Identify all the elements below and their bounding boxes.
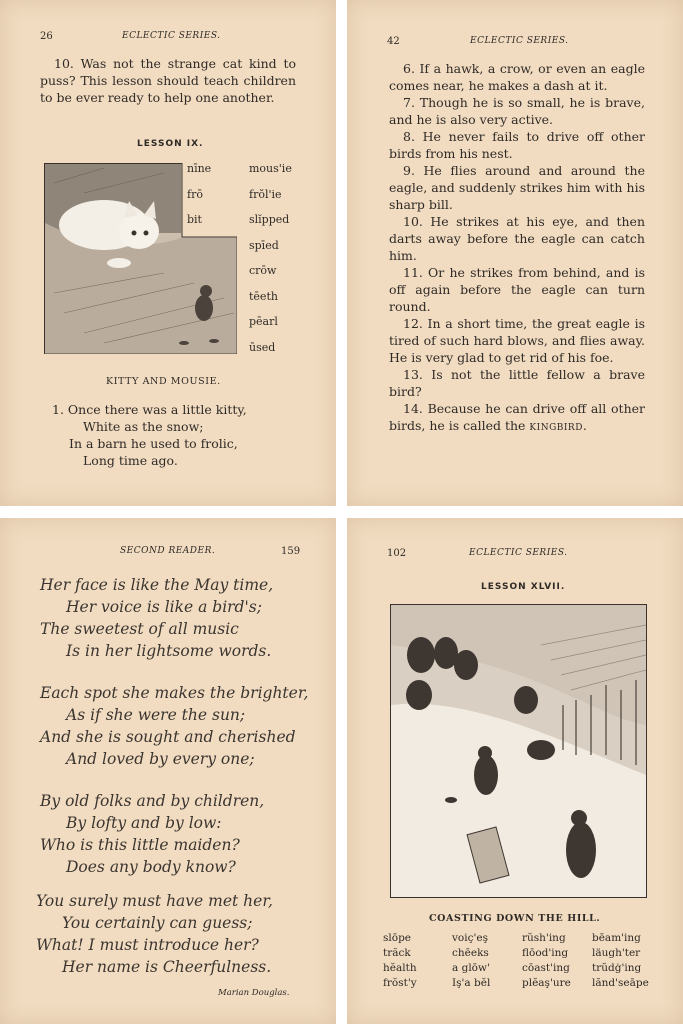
vocab-word: a glōw' <box>452 962 490 974</box>
kingbird-word: kingbird. <box>529 418 588 433</box>
script-line: Her voice is like a bird's; <box>66 598 262 616</box>
vocab-word: voiç'eş <box>452 932 488 944</box>
vocab-word: trăck <box>383 947 411 959</box>
poem <box>52 401 247 469</box>
word: spīed <box>249 238 279 252</box>
stanza-2 <box>40 682 308 770</box>
word: bit <box>187 213 202 226</box>
script-line: By lofty and by low: <box>66 814 222 832</box>
script-line: What! I must introduce her? <box>36 936 259 954</box>
page-number: 42 <box>387 36 400 47</box>
script-line: And she is sought and cherished <box>40 728 296 746</box>
vocab-word: flōod'ing <box>522 947 569 959</box>
spelling-words-col2 <box>249 156 292 360</box>
vocab-word: plĕaş'ure <box>522 977 571 989</box>
vocab-word: Iş'a bĕl <box>452 977 491 989</box>
story-title: KITTY AND MOUSIE. <box>106 376 221 387</box>
page-number: 102 <box>387 548 407 559</box>
word: tēeth <box>249 289 278 303</box>
page-number: 26 <box>40 31 53 42</box>
paragraph: 8. He never fails to drive off other birds from his nest. <box>389 129 645 161</box>
paragraph: 11. Or he strikes from behind, and is off again before the eagle can turn round. <box>389 265 645 314</box>
vocab-word: hĕalth <box>383 962 417 974</box>
word: nīne <box>187 162 212 175</box>
page-42 <box>347 0 683 506</box>
poem-line: Long time ago. <box>83 453 178 468</box>
vocab-word: chēeks <box>452 947 489 959</box>
vocab-word: slōpe <box>383 932 412 944</box>
vocab-word: frŏst'y <box>383 977 417 989</box>
word: frō <box>187 187 203 201</box>
paragraph: 13. Is not the little fellow a brave bird? <box>389 367 645 399</box>
page-159 <box>0 518 336 1024</box>
word: ūsed <box>249 340 276 354</box>
paragraph: 7. Though he is so small, he is brave, and he is also very active. <box>389 95 645 127</box>
page-26 <box>0 0 336 506</box>
word: frŏl'ie <box>249 187 282 201</box>
script-line: As if she were the sun; <box>66 706 246 724</box>
paragraph: 9. He flies around and around the eagle, and suddenly strikes him with his sharp bill. <box>389 163 645 212</box>
script-line: Her face is like the May time, <box>40 576 274 594</box>
script-line: Her name is Cheerfulness. <box>62 958 272 976</box>
vocab-col2 <box>452 931 490 991</box>
author: Marian Douglas. <box>218 988 290 998</box>
word: crōw <box>249 264 277 277</box>
stanza-3 <box>40 790 264 878</box>
vocab-word: trŭdġ'ing <box>592 962 642 974</box>
script-line: And loved by every one; <box>66 750 255 768</box>
coasting-illustration <box>390 604 647 898</box>
running-head: ECLECTIC SERIES. <box>122 31 221 41</box>
poem-line: In a barn he used to frolic, <box>69 436 238 451</box>
script-line: You surely must have met her, <box>36 892 273 910</box>
word: slĭpped <box>249 213 290 226</box>
vocab-col4 <box>592 931 649 991</box>
paragraphs <box>389 60 645 434</box>
vocab-word: läugh'ter <box>592 947 641 959</box>
script-line: Is in her lightsome words. <box>66 642 272 660</box>
script-line: You certainly can guess; <box>62 914 253 932</box>
script-line: The sweetest of all music <box>40 620 239 638</box>
running-head: SECOND READER. <box>120 546 216 556</box>
spelling-words-col1 <box>187 156 211 233</box>
paragraph: 10. Was not the strange cat kind to puss? This lesson should teach children to be ever ready to help one another. <box>40 56 296 105</box>
vocab-col1 <box>383 931 417 991</box>
vocab-word: rŭsh'ing <box>522 932 566 944</box>
paragraph: 10. He strikes at his eye, and then darts away before the eagle can catch him. <box>389 214 645 263</box>
word: mous'ie <box>249 162 292 175</box>
running-head: ECLECTIC SERIES. <box>470 36 569 46</box>
script-line: Who is this little maiden? <box>40 836 240 854</box>
vocab-word: lănd'seāpe <box>592 977 649 989</box>
poem-line: 1. Once there was a little kitty, <box>52 402 247 417</box>
script-line: Each spot she makes the brighter, <box>40 684 309 702</box>
poem-line: White as the snow; <box>83 419 204 434</box>
running-head: ECLECTIC SERIES. <box>469 548 568 558</box>
lesson-heading: LESSON XLVII. <box>481 582 566 592</box>
page-number: 159 <box>281 546 301 557</box>
vocab-word: cōast'ing <box>522 962 570 974</box>
paragraph: 12. In a short time, the great eagle is tired of such hard blows, and flies away. He is very glad to get rid of his foe. <box>389 316 645 365</box>
word: pēarl <box>249 315 278 328</box>
script-line: Does any body know? <box>66 858 236 876</box>
stanza-1 <box>40 574 273 662</box>
stanza-4 <box>36 890 273 978</box>
lesson-heading: LESSON IX. <box>137 139 204 149</box>
vocab-col3 <box>522 931 571 991</box>
page-102 <box>347 518 683 1024</box>
sledding-engraving <box>391 605 646 897</box>
paragraph: 6. If a hawk, a crow, or even an eagle comes near, he makes a dash at it. <box>389 61 645 93</box>
vocab-word: bēam'ing <box>592 932 641 944</box>
script-line: By old folks and by children, <box>40 792 265 810</box>
paragraph: 14. Because he can drive off all other birds, he is called the kingbird. <box>389 401 645 433</box>
lesson-title: COASTING DOWN THE HILL. <box>429 913 601 924</box>
